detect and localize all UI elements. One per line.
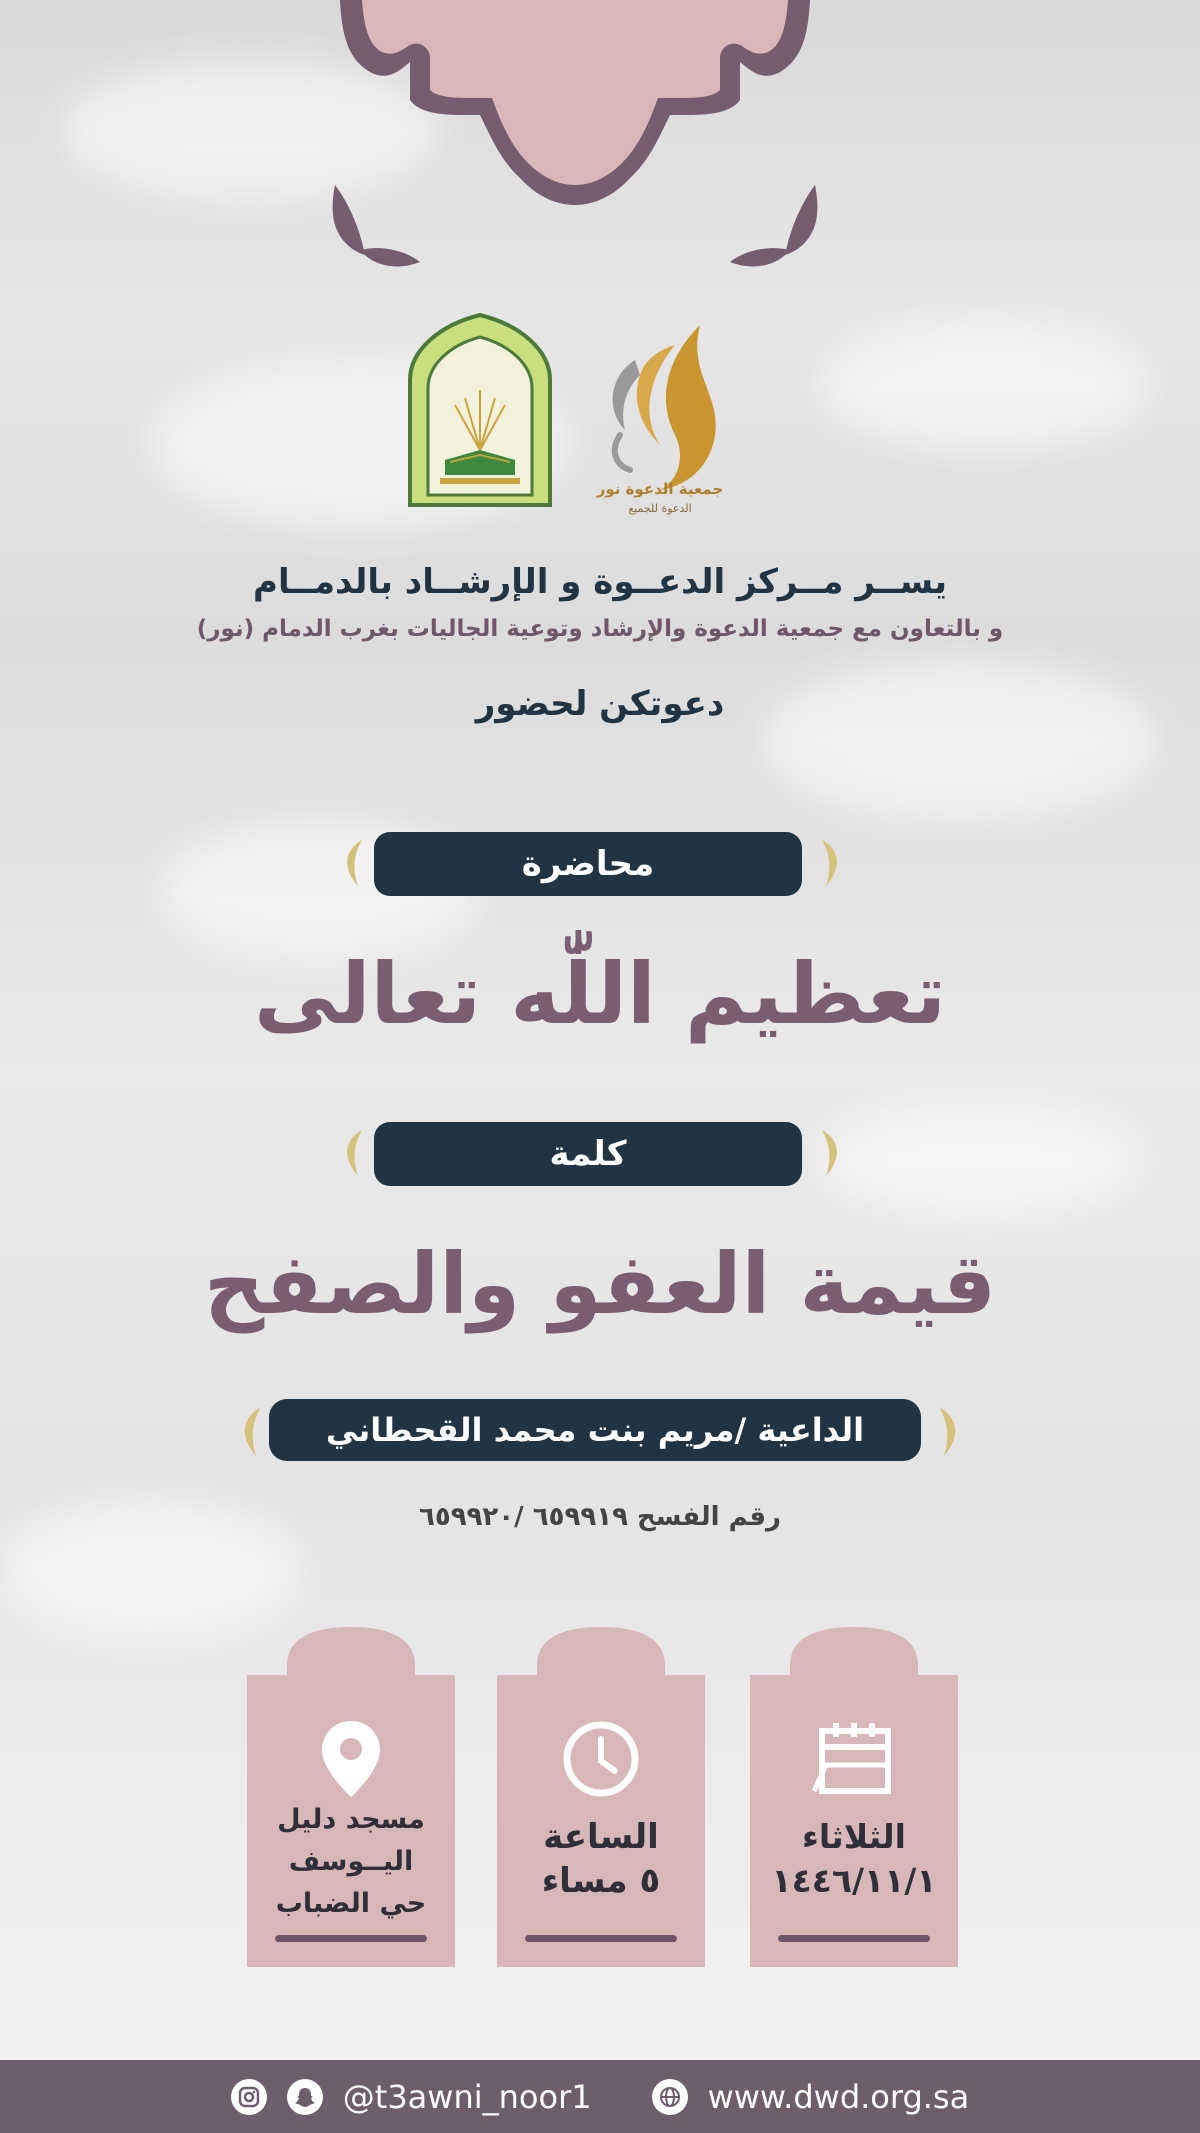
date-card <box>750 1627 958 1967</box>
cloud <box>820 320 1150 450</box>
leaf-ornament-right <box>935 1404 965 1460</box>
logos-area <box>400 310 760 520</box>
noor-logo-name: جمعية الدعوة نور <box>596 480 724 498</box>
lecture-label: محاضرة <box>374 832 802 896</box>
ministry-logo <box>400 310 560 510</box>
card-underline <box>778 1935 930 1942</box>
booth-numbers: رقم الفسح ٦٥٩٩١٩ /٦٥٩٩٢٠ <box>418 1502 782 1532</box>
leaf-ornament-left <box>235 1404 265 1460</box>
location-pin-icon <box>247 1719 455 1803</box>
time-line-2: ٥ مساء <box>541 1861 661 1901</box>
calendar-icon <box>750 1719 958 1803</box>
time-card <box>497 1627 705 1967</box>
instagram-icon[interactable] <box>231 2079 267 2115</box>
clock-icon <box>497 1719 705 1803</box>
location-line-2: اليــوسف <box>288 1846 414 1877</box>
host-line: يســر مــركز الدعــوة و الإرشــاد بالدمــام <box>253 562 947 602</box>
social-handle[interactable]: @t3awni_noor1 <box>342 2077 592 2116</box>
word-title: قيمة العفو والصفح <box>203 1235 997 1333</box>
leaf-ornament-right <box>818 838 846 888</box>
card-underline <box>525 1935 677 1942</box>
invitation-line: دعوتكن لحضور <box>475 684 725 724</box>
website-link[interactable]: www.dwd.org.sa <box>707 2077 970 2116</box>
leaf-ornament-right <box>818 1128 846 1178</box>
date-line-2: ١٤٤٦/١١/١ <box>771 1861 937 1900</box>
cooperation-line: و بالتعاون مع جمعية الدعوة والإرشاد وتوعية الجاليات بغرب الدمام (نور) <box>196 616 1004 642</box>
leaf-ornament-left <box>338 838 366 888</box>
location-card <box>247 1627 455 1967</box>
speaker-name: الداعية /مريم بنت محمد القحطاني <box>269 1399 921 1461</box>
footer-bar <box>0 2060 1200 2133</box>
decorative-arch <box>330 0 820 270</box>
date-line-1: الثلاثاء <box>802 1817 906 1856</box>
cloud <box>820 1100 1140 1220</box>
location-line-3: حي الضباب <box>275 1888 427 1919</box>
lecture-title: تعظيم اللّٰه تعالى <box>253 945 946 1043</box>
word-label: كلمة <box>374 1122 802 1186</box>
location-line-1: مسجد دليل <box>277 1804 425 1835</box>
noor-logo-tagline: الدعوة للجميع <box>628 502 692 515</box>
time-line-1: الساعة <box>543 1817 659 1857</box>
leaf-ornament-left <box>338 1128 366 1178</box>
card-underline <box>275 1935 427 1942</box>
globe-icon <box>652 2079 688 2115</box>
snapchat-icon[interactable] <box>287 2079 323 2115</box>
